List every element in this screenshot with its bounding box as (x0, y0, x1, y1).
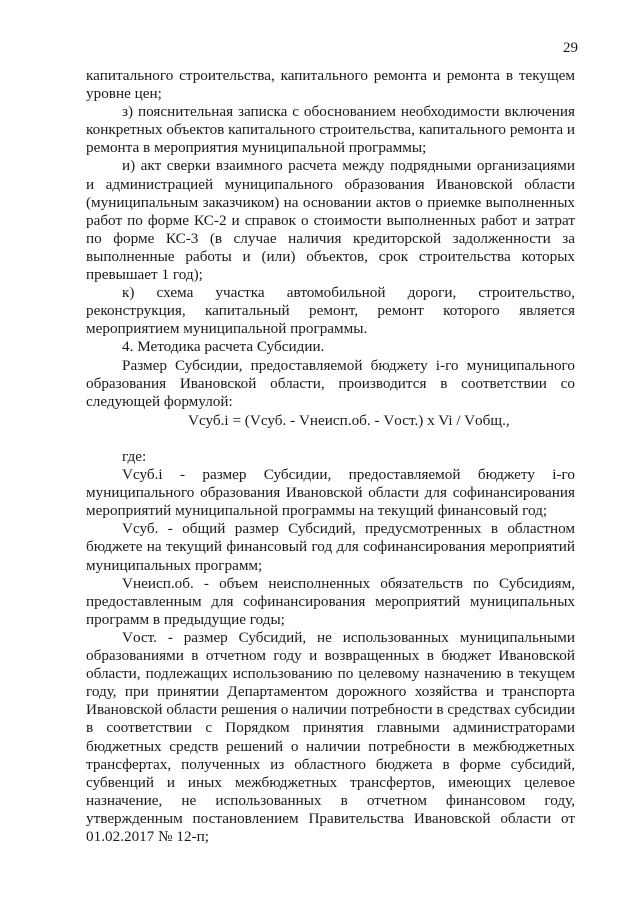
definition: Vост. - размер Субсидий, не использованных муниципальными образованиями в отчетном году и возвращенных в бюджет Ивановской области, подлежащих использованию по целевому назначению в текущем году, при принятии Департаментом дорожного хозяйства и транспорта Ивановской области решения о наличии потребности в средствах субсидии в соответствии с Порядком принятия главными администраторами бюджетных средств решений о наличии потребности в межбюджетных трансфертах, полученных из областного бюджета в форме субсидий, субвенций и иных межбюджетных трансфертов, имеющих целевое назначение, не использованных в отчетном финансовом году, утвержденным постановлением Правительства Ивановской области от 01.02.2017 № 12-п; (86, 628, 575, 845)
definitions (86, 448, 575, 846)
formula: Vсуб.i = (Vсуб. - Vнеисп.об. - Vост.) x Vi / Vобщ., (188, 412, 510, 429)
section-heading: 4. Методика расчета Субсидии. (122, 338, 325, 356)
paragraph: к) схема участка автомобильной дороги, строительство, реконструкция, капитальный ремонт, ремонт которого является мероприятием муниципальной программы. (86, 284, 575, 338)
paragraph: Размер Субсидии, предоставляемой бюджету i-го муниципального образования Ивановской области, производится в соответствии со следующей формулой: (86, 356, 575, 410)
definition: Vсуб.i - размер Субсидии, предоставляемой бюджету i-го муниципального образования Ивановской области для софинансирования мероприятий муниципальной программы на текущий финансовый год; (86, 466, 575, 520)
page-number: 29 (563, 40, 578, 56)
definition: Vнеисп.об. - объем неисполненных обязательств по Субсидиям, предоставленным для софинансирования мероприятий муниципальных программ в предыдущие годы; (86, 574, 575, 628)
where-label: где: (122, 448, 147, 465)
body-text-top (86, 67, 575, 411)
paragraph: з) пояснительная записка с обоснованием необходимости включения конкретных объектов капитального строительства, капитального ремонта и ремонта в мероприятия муниципальной программы; (86, 103, 575, 157)
definition: Vсуб. - общий размер Субсидий, предусмотренных в областном бюджете на текущий финансовый год для софинансирования мероприятий муниципальных программ; (86, 520, 575, 574)
paragraph: капитального строительства, капитального ремонта и ремонта в текущем уровне цен; (86, 67, 575, 103)
paragraph: и) акт сверки взаимного расчета между подрядными организациями и администрацией муниципального образования Ивановской области (муниципальным заказчиком) на основании актов о приемке выполненных работ по форме КС-2 и справок о стоимости выполненных работ и затрат по форме КС-3 (в случае наличия кредиторской задолженности за выполненные работы и (или) объектов, срок строительства которых превышает 1 год); (86, 157, 575, 284)
